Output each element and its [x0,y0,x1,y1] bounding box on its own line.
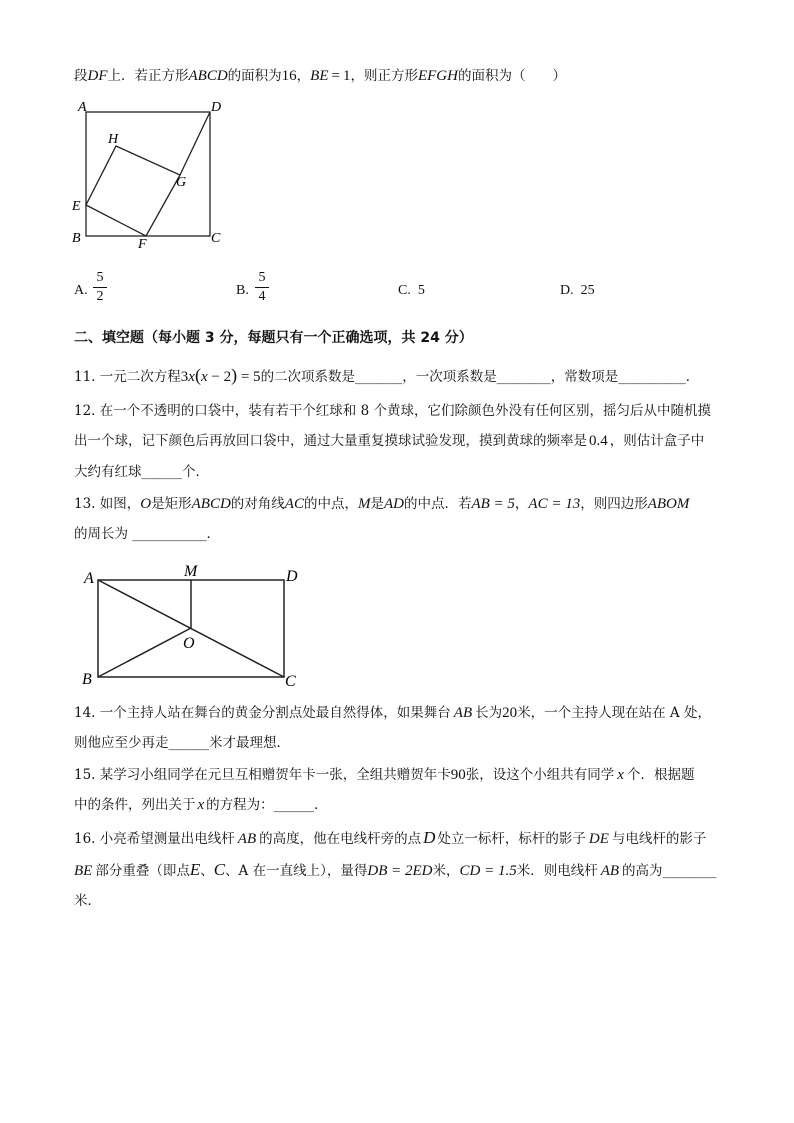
q13-line2: 的周长为 ___________． [74,526,221,542]
text: 如图， [99,496,141,512]
card-count: 90 [450,767,466,783]
segment-df: DF [87,68,108,84]
frequency-value: 0.4 [589,433,608,449]
condition-ab: AB = 5 [471,496,515,512]
option-d-letter: D. [560,283,574,298]
option-c-letter: C. [398,283,411,298]
area-value: 16 [281,68,297,84]
q15-line2 [74,795,328,815]
option-a-fraction [93,270,107,305]
point-e: E [189,860,201,879]
text: 张，设这个小组共有同学 [465,767,615,783]
text: 一个主持人站在舞台的黄金分割点处最自然得体，如果舞台 [99,705,451,721]
quad-abom: ABOM [647,496,690,512]
q10-figure [60,96,240,256]
q13-line1 [74,494,689,514]
label-h: H [108,132,119,147]
q13-figure [76,556,306,692]
text: 中的条件，列出关于 [74,797,196,813]
var-x: x [197,797,205,813]
label-a: A [78,100,87,115]
text: 小亮希望测量出电线杆 [99,831,235,847]
square-efgh: EFGH [417,68,458,84]
label-d: D [211,100,222,115]
eq-var: x [200,369,208,385]
fraction-bar [255,287,269,288]
label-f: F [138,237,147,252]
eq-coef: 3 [180,369,189,385]
text: 的面积为（ ） [457,68,566,84]
segment-ab: AB [600,863,620,879]
option-b-fraction [255,270,269,305]
text: 米．则电线杆 [516,863,598,879]
length-value: 20 [502,705,518,721]
text: 的中点， [303,496,358,512]
condition-ac: AC = 13 [528,496,581,512]
text: 处立一标杆，标杆的影子 [437,831,586,847]
segment-ab: AB [237,831,257,847]
q15-line1 [74,765,694,785]
label-d: D [286,568,298,585]
var-x: x [617,767,624,783]
segment-ac: AC [284,496,304,512]
label-m: M [184,563,198,580]
numerator: 5 [96,270,104,285]
text: 长为 [475,705,503,721]
text: ， [296,68,311,84]
eq-paren: ) [231,365,238,385]
text: ，则四边形 [580,496,648,512]
eq-paren: ( [194,365,201,385]
label-c: C [285,673,296,690]
text: 的面积为 [227,68,282,84]
q16-line2 [74,860,717,881]
question-number: 13. [74,496,96,512]
q16-line3: 米． [74,893,101,909]
segment-gd [180,112,210,175]
point-o: O [140,496,152,512]
q12-line1 [74,401,711,421]
condition-db: DB = 2ED [367,863,433,879]
question-number: 12. [74,403,96,419]
label-o: O [183,635,195,652]
text: 是 [370,496,384,512]
text: 在一个不透明的口袋中，装有若干个红球和 8 个黄球，它们除颜色外没有任何区别，摇匀后从中随机摸 [99,403,711,419]
text: 与电线杆的影子 [611,831,707,847]
text: 米，一个主持人现在站在 A 处， [517,705,711,721]
eq-minus: − 2 [207,369,232,385]
denominator: 4 [258,289,266,304]
question-number: 16. [74,831,96,847]
text: 是矩形 [151,496,192,512]
segment-ab: AB [453,705,473,721]
label-b: B [72,231,81,246]
q12-line2 [74,431,704,451]
text: 上．若正方形 [107,68,189,84]
text: 部分重叠（即点 [95,863,190,879]
text: ，则正方形 [350,68,418,84]
be-value: 1 [342,68,351,84]
segment-ad: AD [383,496,404,512]
label-g: G [176,175,187,190]
option-b-letter: B. [236,283,249,298]
label-e: E [72,199,81,214]
text: 一元二次方程 [99,369,181,385]
segment-be: BE [74,863,93,879]
q10-stem [74,66,566,86]
label-a: A [84,570,94,587]
point-d: D [423,828,436,847]
condition-cd: CD = 1.5 [459,863,517,879]
option-c [398,283,425,299]
q16-line1 [74,828,706,849]
eq-rhs: = 5 [237,369,261,385]
q11 [74,365,699,387]
text: 的中点．若 [403,496,472,512]
text: 的二次项系数是_______，一次项系数是________，常数项是__________． [260,369,700,385]
numerator: 5 [258,270,266,285]
text: 的高度，他在电线杆旁的点 [259,831,422,847]
point-m: M [357,496,371,512]
text: 、A 在一直线上），量得 [225,863,368,879]
q14-line2: 则他应至少再走______米才最理想． [74,735,290,751]
option-c-value: 5 [417,283,425,298]
text: 段 [74,68,88,84]
text: 某学习小组同学在元旦互相赠贺年卡一张，全组共赠贺年卡 [99,767,451,783]
equals: = [331,68,340,84]
question-number: 11. [74,369,96,385]
text: 米， [432,863,460,879]
denominator: 2 [96,289,104,304]
segment-de: DE [588,831,609,847]
rect-abcd: ABCD [191,496,231,512]
question-number: 15. [74,767,96,783]
eq-var: x [188,369,195,385]
point-c: C [213,860,226,879]
square-abcd: ABCD [188,68,228,84]
section-title: 二、填空题（每小题 3 分，每题只有一个正确选项，共 24 分） [74,330,473,346]
q14-line1 [74,703,711,723]
fraction-bar [93,287,107,288]
label-b: B [82,671,92,688]
text: 的对角线 [230,496,285,512]
segment-bo [98,628,191,677]
q12-line3: 大约有红球______个． [74,464,209,480]
label-c: C [211,231,221,246]
text: ， [514,496,529,512]
text: 的方程为：______． [206,797,328,813]
text: 个．根据题 [626,767,695,783]
square-efgh-shape [86,146,180,236]
segment-be: BE [310,68,329,84]
text: 的高为________ [622,863,717,879]
square-abcd-shape [86,112,210,236]
question-number: 14. [74,705,96,721]
text: 、 [200,863,214,879]
text: ，则估计盒子中 [609,433,705,449]
option-a-letter: A. [74,283,88,298]
option-d-value: 25 [580,283,595,298]
option-d [560,283,595,299]
text: 出一个球，记下颜色后再放回口袋中，通过大量重复摸球试验发现，摸到黄球的频率是 [74,433,587,449]
